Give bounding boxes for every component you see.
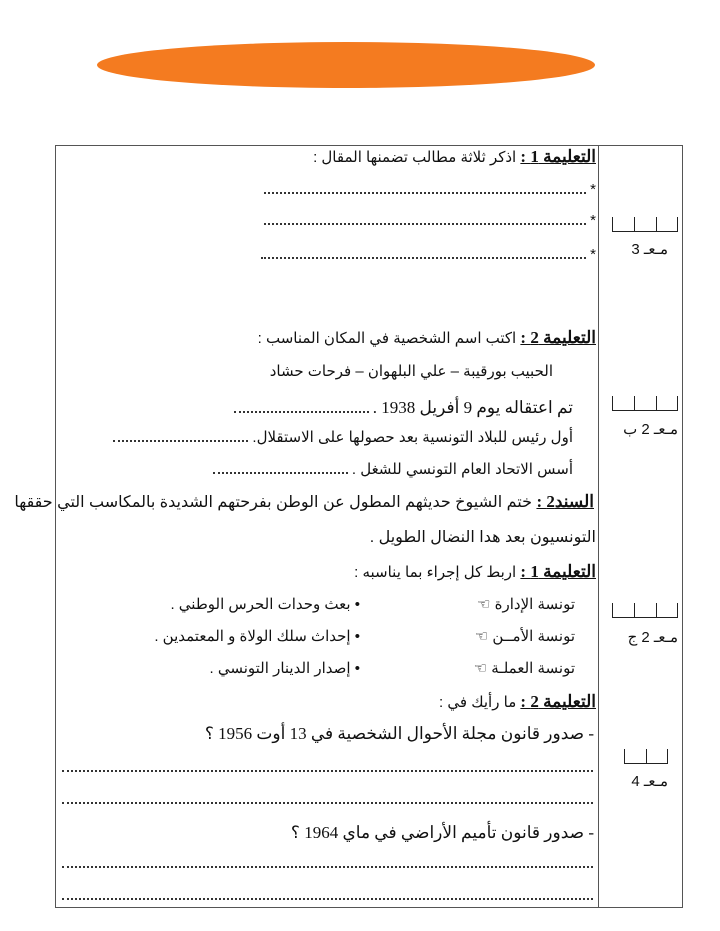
answer-line[interactable] bbox=[62, 866, 593, 868]
bullet: * bbox=[590, 212, 596, 229]
grading-scale bbox=[612, 603, 678, 618]
names-list: الحبيب بورقيبة – علي البلهوان – فرحات حشاد bbox=[269, 363, 553, 380]
grading-scale bbox=[612, 217, 678, 232]
answer-dots[interactable] bbox=[261, 245, 586, 259]
match-left-item[interactable]: تونسة الأمــن ☜ bbox=[474, 628, 575, 645]
match-right-item[interactable]: • بعث وحدات الحرس الوطني . bbox=[170, 596, 360, 613]
instruction-label: التعليمة 2 : bbox=[520, 692, 596, 711]
item-text: أسس الاتحاد العام التونسي للشغل . bbox=[351, 461, 573, 478]
title-banner bbox=[97, 42, 595, 88]
answer-line[interactable] bbox=[264, 211, 596, 231]
grading-scale bbox=[624, 749, 668, 764]
answer-dots[interactable] bbox=[264, 180, 586, 194]
instruction-label: التعليمة 1 : bbox=[520, 147, 596, 166]
fill-item[interactable] bbox=[113, 428, 573, 448]
document-label: السند2 : bbox=[536, 492, 594, 511]
answer-line[interactable] bbox=[62, 802, 593, 804]
answer-dots[interactable] bbox=[234, 399, 369, 413]
item-text: تم اعتقاله يوم 9 أفريل 1938 . bbox=[372, 398, 573, 417]
bullet: * bbox=[590, 181, 596, 198]
grading-scale bbox=[612, 396, 678, 411]
answer-dots[interactable] bbox=[113, 428, 248, 442]
instruction-2 bbox=[258, 328, 596, 349]
opinion-question: - صدور قانون تأميم الأراضي في ماي 1964 ؟ bbox=[290, 823, 594, 842]
match-left-item[interactable]: تونسة الإدارة ☜ bbox=[477, 596, 575, 613]
fill-item[interactable] bbox=[234, 398, 573, 419]
instruction-text: اذكر ثلاثة مطالب تضمنها المقال : bbox=[313, 149, 521, 166]
criterion-label: مـعـ 4 bbox=[631, 773, 668, 790]
match-right-item[interactable]: • إحداث سلك الولاة و المعتمدين . bbox=[154, 628, 360, 645]
answer-dots[interactable] bbox=[264, 211, 586, 225]
instruction-3 bbox=[354, 562, 596, 583]
criterion-label: مـعـ 3 bbox=[631, 241, 668, 258]
instruction-text: اربط كل إجراء بما يناسبه : bbox=[354, 564, 521, 581]
criterion-label: مـعـ 2 ب bbox=[623, 421, 678, 438]
instruction-label: التعليمة 1 : bbox=[520, 562, 596, 581]
answer-dots[interactable] bbox=[213, 460, 348, 474]
match-right-item[interactable]: • إصدار الدينار التونسي . bbox=[209, 660, 360, 677]
fill-item[interactable] bbox=[213, 460, 573, 480]
item-text: أول رئيس للبلاد التونسية بعد حصولها على الاستقلال. bbox=[252, 429, 573, 446]
answer-line[interactable] bbox=[261, 245, 596, 265]
instruction-text: اكتب اسم الشخصية في المكان المناسب : bbox=[257, 330, 521, 347]
document-text: التونسيون بعد هدا النضال الطويل . bbox=[369, 529, 596, 546]
criteria-column-divider bbox=[598, 145, 599, 908]
instruction-text: ما رأيك في : bbox=[439, 694, 521, 711]
bullet: * bbox=[590, 246, 596, 263]
answer-line[interactable] bbox=[62, 770, 593, 772]
criterion-label: مـعـ 2 ج bbox=[627, 629, 678, 646]
answer-line[interactable] bbox=[62, 898, 593, 900]
instruction-label: التعليمة 2 : bbox=[520, 328, 596, 347]
instruction-4 bbox=[439, 692, 596, 713]
document-text: ختم الشيوخ حديثهم المطول عن الوطن بفرحتهم الشديدة بالمكاسب التي حققها bbox=[14, 494, 537, 511]
instruction-1 bbox=[313, 147, 596, 168]
opinion-question: - صدور قانون مجلة الأحوال الشخصية في 13 أوت 1956 ؟ bbox=[204, 724, 594, 743]
match-left-item[interactable]: تونسة العملـة ☜ bbox=[473, 660, 575, 677]
answer-line[interactable] bbox=[264, 180, 596, 200]
document-2 bbox=[14, 492, 594, 513]
